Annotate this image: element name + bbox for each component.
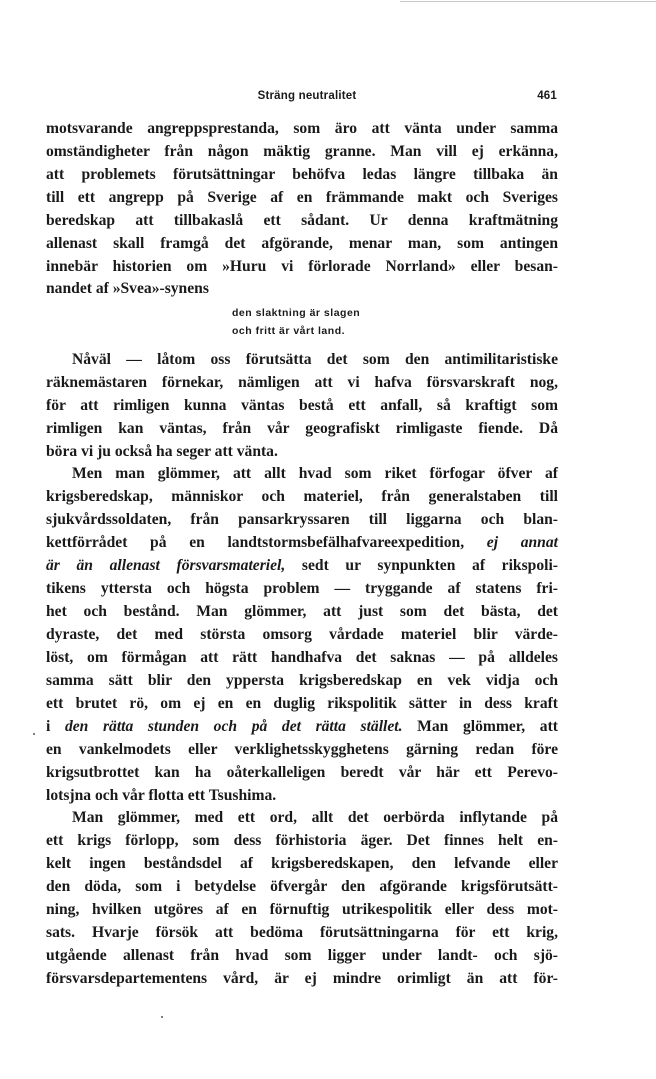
text-line: Man glömmer, med ett ord, allt det oerbörda inflytande på [72,809,558,826]
italic-phrase: ej annat [486,534,558,551]
text-line: att problemets förutsättningar behöfva ledas längre tillbaka än [46,166,558,183]
text-line: utgående allenast från hvad som ligger under landt- och sjö- [46,947,558,964]
running-title: Sträng neutralitet [257,90,357,102]
text-line: dyraste, det med största omsorg vårdade materiel blir värde- [46,626,558,643]
text-line [46,532,558,554]
text-line: omständigheter från någon mäktig granne. Man vill ej erkänna, [46,143,558,160]
text-run: sedt ur synpunkten af rikspoli- [301,557,558,574]
text-line: samma sätt blir den yppersta krigsberedskap en vek vidja och [46,672,558,689]
text-run: i [46,718,51,735]
text-line: löst, om förmågan att rätt handhafva det saknas — på alldeles [46,649,558,666]
verse-line: den slaktning är slagen [232,307,361,319]
text-line: het och bestånd. Man glömmer, att just som det bästa, det [46,603,558,620]
text-line: Men man glömmer, att allt hvad som riket förfogar öfver af [72,465,558,482]
text-line: beredskap att tillbakaslå ett sådant. Ur denna kraftmätning [46,212,558,229]
text-line: för att rimligen kunna väntas bestå ett anfall, så kraftigt som [46,397,558,414]
text-line: rimligen kan väntas, från vår geografiskt rimligaste fiende. Då [46,420,558,437]
text-line: lotsjna och vår flotta ett Tsushima. [46,787,277,804]
text-line: räknemästaren förnekar, nämligen att vi hafva försvarskraft nog, [46,374,558,391]
text-line: tikens yttersta och högsta problem — tryggande af statens fri- [46,580,558,597]
text-line: innebär historien om »Huru vi förlorade Norrland» eller besan- [46,258,558,275]
page-number: 461 [537,90,557,102]
text-line: krigsberedskap, människor och materiel, från generalstaben till [46,488,558,505]
text-line: Nåväl — låtom oss förutsätta det som den antimilitaristiske [72,351,558,368]
text-line [46,716,558,738]
text-run: kettförrådet på en landtstormsbefälhafvareexpedition, [46,534,465,551]
text-line [46,555,558,577]
italic-phrase: är än allenast försvarsmateriel, [46,557,286,574]
print-speck [161,1016,163,1018]
text-line: allenast skall framgå det afgörande, menar man, som antingen [46,235,558,252]
text-line: krigsutbrottet kan ha oåterkalleligen beredt vår här ett Perevo- [46,764,558,781]
text-line: försvarsdepartementens vård, är ej mindre orimligt än att för- [46,970,558,987]
text-line: ett brutet rö, om ej en en duglig rikspolitik sätter in dess kraft [46,695,558,712]
text-line: böra vi ju också ha seger att vänta. [46,443,278,460]
text-line: sats. Hvarje försök att bedöma förutsättningarna för ett krig, [46,924,558,941]
text-line: sjukvårdssoldaten, från pansarkryssaren till liggarna och blan- [46,511,558,528]
running-header [57,90,557,108]
text-line: kelt ingen beståndsdel af krigsberedskapen, den lefvande eller [46,855,558,872]
text-line: ning, hvilken utgöres af en förnuftig utrikespolitik eller dess mot- [46,901,558,918]
text-run: Man glömmer, att [417,718,558,735]
verse-line: och fritt är vårt land. [232,325,346,337]
text-line: till ett angrepp på Sverige af en främmande makt och Sveriges [46,189,558,206]
page-edge-line [400,1,656,2]
italic-phrase: den rätta stunden och på det rätta stället. [64,718,403,735]
text-line: nandet af »Svea»-synens [46,280,209,297]
text-line: den döda, som i betydelse öfvergår den afgörande krigsförutsätt- [46,878,558,895]
text-line: ett krigs förlopp, som dess förhistoria äger. Det finnes helt en- [46,832,558,849]
text-line: motsvarande angreppsprestanda, som äro att vänta under samma [46,120,558,137]
print-speck [33,733,35,735]
text-line: en vankelmodets eller verklighetsskygghetens gärning redan före [46,741,558,758]
